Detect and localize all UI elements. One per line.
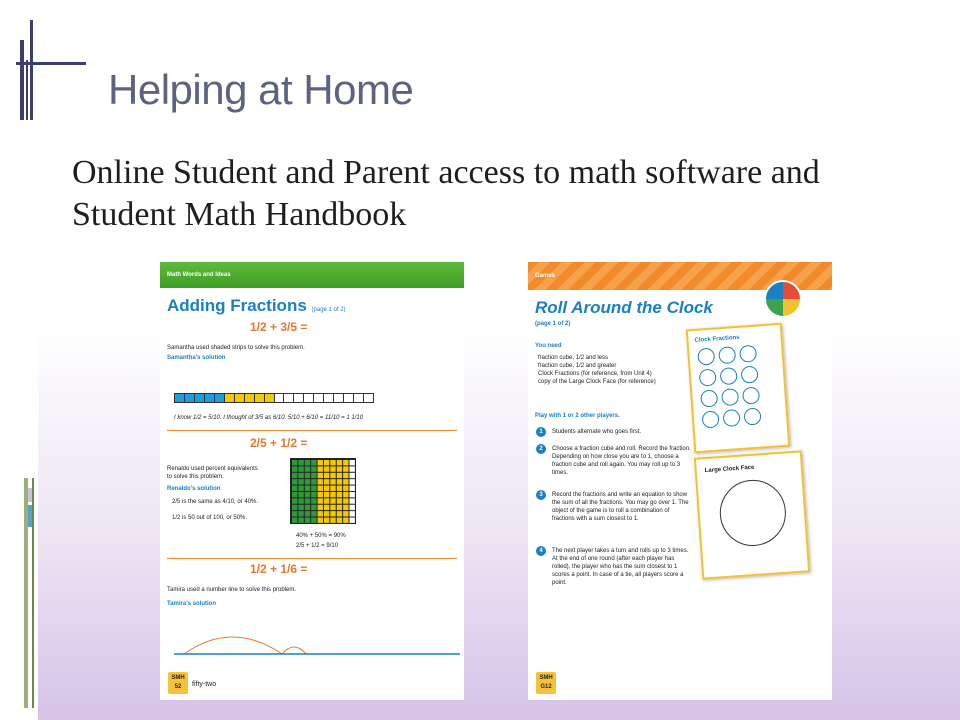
decor-bar-top-2 <box>26 60 28 120</box>
card-title: Large Clock Face <box>704 464 755 475</box>
page-title <box>167 296 346 316</box>
problem-2-text-a: Renaldo used percent equivalents <box>167 466 258 472</box>
problem-3-text: Tamira used a number line to solve this problem. <box>167 587 297 593</box>
fraction-strip <box>174 393 374 403</box>
page-badge <box>168 672 188 694</box>
badge-label: SMH <box>539 675 553 681</box>
you-need-label: You need <box>535 343 562 349</box>
clock-icon <box>742 387 760 405</box>
solution-2-line-2: 1/2 is 50 out of 100, or 50%. <box>172 515 248 521</box>
clock-icon <box>743 407 761 425</box>
step-1-text: Students alternate who goes first. <box>552 429 642 435</box>
clock-icon <box>718 346 736 364</box>
step-number-3: 3 <box>536 490 546 500</box>
clock-icon <box>721 388 739 406</box>
grid-equation-1: 40% + 50% = 90% <box>296 533 346 539</box>
divider-1 <box>167 430 457 431</box>
needs-list <box>538 354 688 386</box>
slide-body: Online Student and Parent access to math software and Student Math Handbook <box>72 154 820 233</box>
number-line-jumps <box>170 612 460 672</box>
decor-bar-top-3 <box>30 20 33 120</box>
strip-equation: I know 1/2 = 5/10. I thought of 3/5 as 6/10. 5/10 + 6/10 = 11/10 = 1 1/10 <box>174 415 364 421</box>
need-item: copy of the Large Clock Face (for reference) <box>538 379 656 385</box>
solution-1-label: Samantha's solution <box>167 355 226 361</box>
page-title-text: Adding Fractions <box>167 296 307 315</box>
page-header-bar <box>160 262 464 288</box>
clock-icon <box>699 369 717 387</box>
step-3-text: Record the fractions and write an equation to show the sum of all the fractions. You may go over 1. The object of the game is to roll a combination of fractions with a sum closest to 1. <box>552 492 689 522</box>
slide-title: Helping at Home <box>108 66 414 113</box>
large-clock-icon <box>718 478 788 548</box>
need-item: fraction cube, 1/2 and less <box>538 355 609 361</box>
clock-fractions-card <box>686 323 790 453</box>
step-2-text: Choose a fraction cube and roll. Record the fraction. Depending on how close you are to 1, choose a fraction cube and roll again. You may roll up to 3 times. <box>552 446 691 476</box>
clock-grid <box>689 341 787 431</box>
divider-2 <box>167 558 457 559</box>
clock-icon <box>741 366 759 384</box>
problem-2: 2/5 + 1/2 = <box>250 436 308 450</box>
clock-icon <box>723 409 741 427</box>
badge-number: 52 <box>174 684 182 690</box>
page-title-note: (page 1 of 2) <box>311 307 346 313</box>
spinner-icon <box>764 280 802 318</box>
play-with-label: Play with 1 or 2 other players. <box>535 413 620 419</box>
problem-3: 1/2 + 1/6 = <box>250 562 308 576</box>
page-number-word: fifty-two <box>192 681 217 688</box>
solution-3-label: Tamira's solution <box>167 601 216 607</box>
step-number-2: 2 <box>536 444 546 454</box>
decor-bar-bottom-4 <box>32 478 34 708</box>
large-clock-face-card <box>694 450 810 579</box>
clock-icon <box>700 389 718 407</box>
clock-icon <box>739 345 757 363</box>
page-title-note: (page 1 of 2) <box>535 321 571 327</box>
page-title: Roll Around the Clock <box>535 298 713 317</box>
need-item: fraction cube, 1/2 and greater <box>538 363 617 369</box>
card-title: Clock Fractions <box>694 334 740 344</box>
grid-equation-2: 2/5 + 1/2 = 9/10 <box>296 543 339 549</box>
section-label: Games <box>535 273 556 279</box>
handbook-page-right <box>528 262 832 700</box>
handbook-page-left <box>160 262 464 700</box>
problem-1-text: Samantha used shaded strips to solve this problem. <box>167 345 305 351</box>
step-4-text: The next player takes a turn and rolls up to 3 times. At the end of one round (after each player has rolled), the player who has the sum closest to 1 scores a point. In case of a tie, all players score a point. <box>552 548 689 586</box>
decor-bar-top-1 <box>20 40 24 120</box>
problem-1: 1/2 + 3/5 = <box>250 320 308 334</box>
solution-2-line-1: 2/5 is the same as 4/10, or 40%. <box>172 499 259 505</box>
badge-label: SMH <box>171 675 185 681</box>
section-label: Math Words and Ideas <box>167 272 231 278</box>
hundred-grid <box>290 458 356 524</box>
clock-icon <box>702 410 720 428</box>
decor-bar-top-h <box>16 62 86 65</box>
page-badge <box>536 672 556 694</box>
step-number-1: 1 <box>536 427 546 437</box>
clock-icon <box>697 348 715 366</box>
clock-icon <box>720 367 738 385</box>
badge-number: G12 <box>540 684 552 690</box>
solution-2-label: Renaldo's solution <box>167 486 221 492</box>
step-number-4: 4 <box>536 546 546 556</box>
need-item: Clock Fractions (for reference, from Unit 4) <box>538 371 652 377</box>
problem-2-text-b: to solve this problem. <box>167 474 224 480</box>
